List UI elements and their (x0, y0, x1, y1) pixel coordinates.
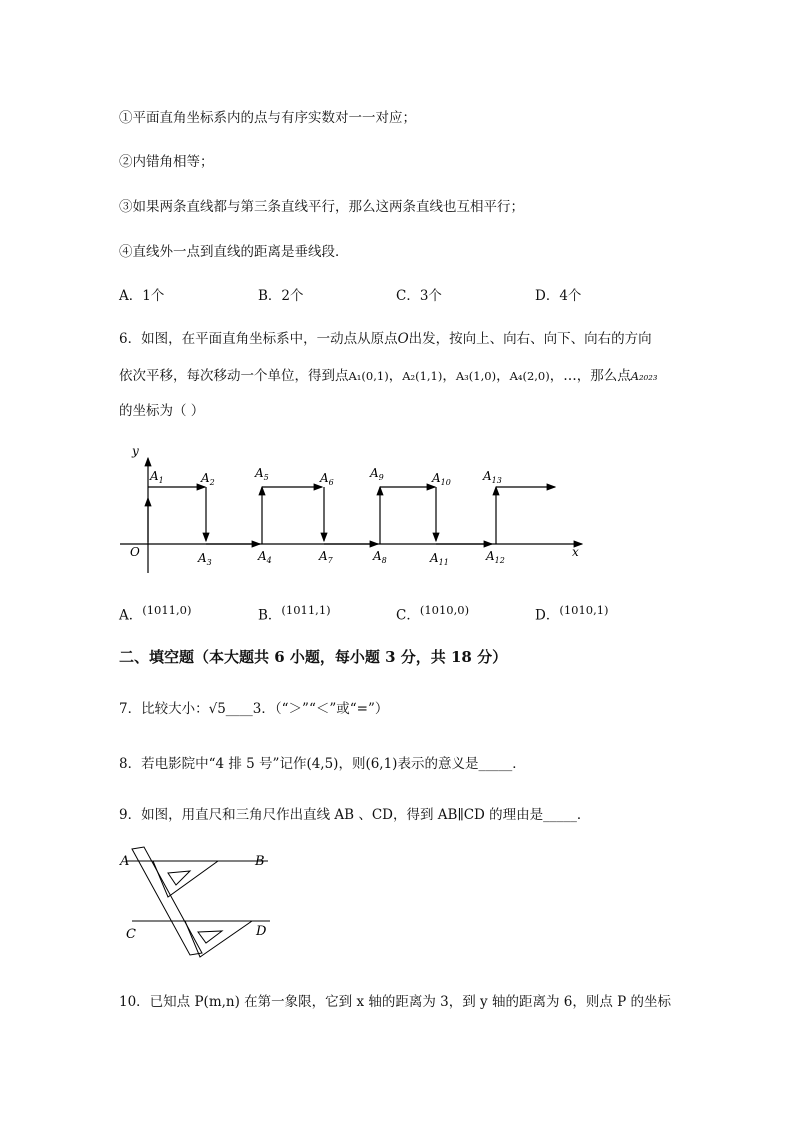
point-c-label: C (126, 927, 136, 942)
q6-point-a1: A₁(0,1) (348, 369, 389, 383)
q5-option-d: D．4个 (535, 288, 582, 304)
label-a2: $A_2$ (201, 471, 215, 487)
ruler (132, 847, 202, 955)
q6-origin-o: O (397, 331, 409, 347)
label-a11: $A_{11}$ (430, 551, 449, 567)
point-b-label: B (255, 854, 265, 869)
path-arrows (148, 487, 555, 544)
q6-target-point: A₂₀₂₃ (630, 369, 658, 383)
label-a10: $A_{10}$ (432, 471, 451, 487)
q6-point-a2: A₂(1,1) (402, 369, 443, 383)
statement-1: ①平面直角坐标系内的点与有序实数对一一对应； (119, 110, 416, 126)
q7-post: ____3．（“＞”“＜”或“=”） (225, 701, 389, 717)
q6-line-2: 依次平移，每次移动一个单位，得到点A₁(0,1)，A₂(1,1)，A₃(1,0)，A₄(2,0)，…，那么点A₂₀₂₃ (119, 368, 658, 384)
label-a13: $A_{13}$ (483, 469, 502, 485)
label-a7: $A_7$ (319, 549, 333, 565)
set-square-upper (153, 861, 218, 897)
label-a12: $A_{12}$ (486, 549, 505, 565)
point-d-label: D (256, 924, 267, 939)
q6-option-b: B．$^{(1011,1)}$ (258, 603, 331, 624)
label-a4: $A_4$ (258, 549, 272, 565)
x-axis-label: x (572, 545, 579, 559)
statement-4: ④直线外一点到直线的距离是垂线段． (119, 244, 349, 260)
set-square-upper-hole (168, 871, 190, 885)
q6-point-a3: A₃(1,0) (455, 369, 497, 383)
section-title: 二、填空题（本大题共 6 小题，每小题 3 分，共 18 分） (119, 648, 508, 666)
q6-line-2-post: ，…，那么点 (549, 368, 631, 384)
q5-option-a: A．1个 (119, 288, 165, 304)
q8: 8．若电影院中“4 排 5 号”记作(4,5)，则(6,1)表示的意义是_____． (119, 756, 526, 772)
q5-option-b: B．2个 (258, 288, 304, 304)
q6-option-a: A．$^{(1011,0)}$ (119, 603, 192, 624)
origin-label: O (130, 545, 140, 559)
label-a9: $A_9$ (370, 466, 384, 482)
q6-line-2-pre: 依次平移，每次移动一个单位，得到点 (119, 368, 349, 384)
q6-point-a4: A₄(2,0) (509, 369, 550, 383)
statement-2: ②内错角相等； (119, 154, 214, 170)
q6-line-1-rest: 出发，按向上、向右、向下、向右的方向 (408, 331, 652, 347)
movement-path-figure (110, 438, 600, 578)
label-a8: $A_8$ (373, 549, 387, 565)
q5-option-c: C．3个 (396, 288, 442, 304)
label-a3: $A_3$ (198, 551, 212, 567)
q6-line-3: 的坐标为（ ） (119, 403, 205, 419)
y-axis-label: y (132, 444, 139, 458)
set-square-lower-hole (198, 931, 222, 943)
q7 (119, 697, 388, 717)
label-a5: $A_5$ (255, 466, 269, 482)
q7-pre: 7．比较大小： (119, 701, 209, 717)
label-a6: $A_6$ (320, 471, 334, 487)
set-square-lower (185, 921, 252, 957)
statement-3: ③如果两条直线都与第三条直线平行，那么这两条直线也互相平行； (119, 199, 524, 215)
label-a1: $A_1$ (150, 469, 164, 485)
q6-line-1 (119, 327, 652, 347)
ruler-triangle-figure (110, 845, 280, 965)
q6-option-d: D．$^{(1010,1)}$ (535, 603, 609, 624)
point-a-label: A (120, 854, 130, 869)
q9: 9．如图，用直尺和三角尺作出直线 AB 、CD，得到 AB∥CD 的理由是_____． (119, 807, 591, 823)
q10: 10．已知点 P(m,n) 在第一象限，它到 x 轴的距离为 3，到 y 轴的距离为 6，则点 P 的坐标 (119, 994, 671, 1010)
q6-line-1-text: 6．如图，在平面直角坐标系中，一动点从原点 (119, 331, 398, 347)
q6-option-c: C．$^{(1010,0)}$ (396, 603, 470, 624)
q7-sqrt: √5 (208, 701, 226, 717)
